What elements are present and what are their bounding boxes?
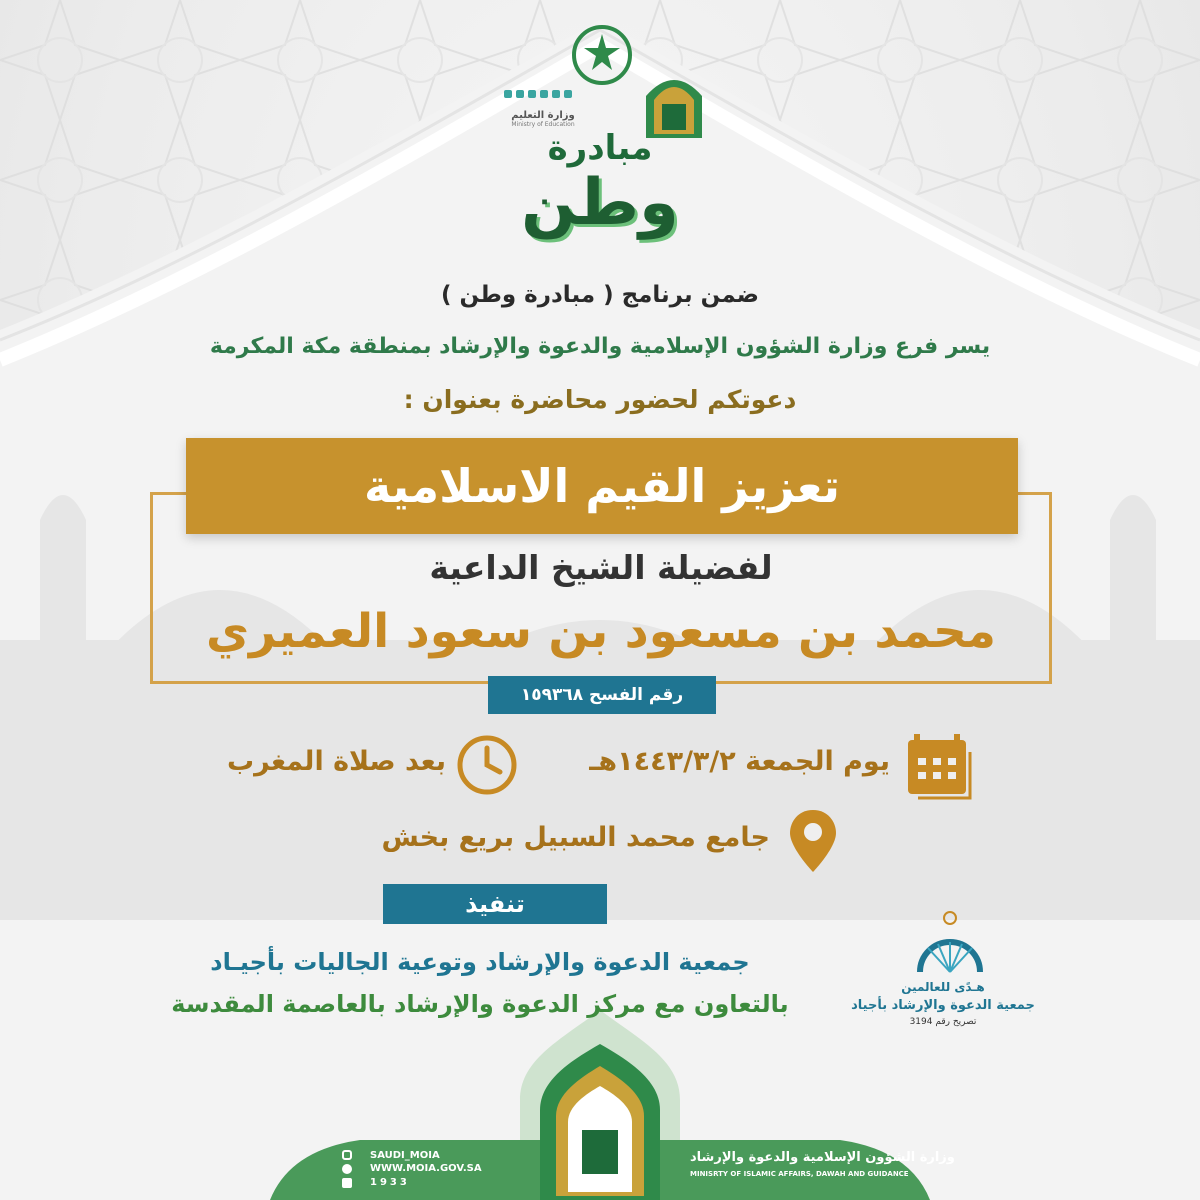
facebook-icon — [342, 1178, 352, 1188]
calendar-icon — [904, 730, 974, 800]
lecture-title-box — [186, 438, 1018, 534]
intro-line-2: يسر فرع وزارة الشؤون الإسلامية والدعوة والإرشاد بمنطقة مكة المكرمة — [209, 334, 991, 359]
execution-label: تنفيذ — [465, 890, 525, 918]
partner-logo — [850, 906, 1036, 1036]
partner-sunburst-icon — [850, 906, 1036, 976]
instagram-icon — [342, 1150, 352, 1160]
partner-permit: تصريح رقم 3194 — [909, 1017, 977, 1027]
lecture-title: تعزيز القيم الاسلامية — [363, 459, 841, 513]
footer-ministry-ar: وزارة الشؤون الإسلامية والدعوة والإرشاد — [690, 1150, 955, 1165]
speaker-name: محمد بن مسعود بن سعود العميري — [205, 604, 996, 659]
license-text: رقم الفسح ١٥٩٣٦٨ — [520, 685, 684, 705]
execution-badge — [383, 884, 607, 924]
footer-number: 1933 — [370, 1177, 410, 1188]
intro-line-1: ضمن برنامج ( مبادرة وطن ) — [441, 282, 759, 308]
date-text: يوم الجمعة ١٤٤٣/٣/٢هـ — [589, 746, 890, 777]
moe-label-en: Ministry of Education — [511, 121, 575, 128]
initiative-big-text: وطن — [521, 166, 679, 240]
initiative-logo — [520, 128, 680, 238]
location-text: جامع محمد السبيل بريع بخش — [381, 822, 770, 853]
initiative-small-text: مبادرة — [547, 128, 653, 168]
organizer-line-2: بالتعاون مع مركز الدعوة والإرشاد بالعاصمة المقدسة — [171, 990, 789, 1018]
makkah-region-emblem — [570, 24, 634, 86]
footer-ministry-en: MINISRTY OF ISLAMIC AFFAIRS, DAWAH AND GUIDANCE — [690, 1170, 909, 1178]
footer-website: WWW.MOIA.GOV.SA — [370, 1163, 482, 1174]
footer-ministry-emblem — [532, 1040, 668, 1200]
time-text: بعد صلاة المغرب — [227, 746, 446, 777]
intro-line-3: دعوتكم لحضور محاضرة بعنوان : — [403, 385, 797, 414]
location-pin-icon — [788, 808, 838, 874]
partner-name: جمعية الدعوة والإرشاد بأجياد — [851, 998, 1035, 1013]
partner-name-top: هـدًى للعالمين — [901, 980, 985, 994]
speaker-label: لفضيلة الشيخ الداعية — [429, 548, 773, 587]
ministry-of-education-logo — [498, 86, 588, 132]
social-icons — [342, 1150, 364, 1198]
moe-dots-icon — [498, 86, 588, 106]
twitter-icon — [342, 1164, 352, 1174]
moe-label-ar: وزارة التعليم — [511, 110, 575, 121]
license-badge — [488, 676, 716, 714]
footer-handle: SAUDI_MOIA — [370, 1150, 440, 1161]
clock-icon — [456, 734, 518, 796]
organizer-line-1: جمعية الدعوة والإرشاد وتوعية الجاليات بأجيـاد — [210, 948, 750, 976]
